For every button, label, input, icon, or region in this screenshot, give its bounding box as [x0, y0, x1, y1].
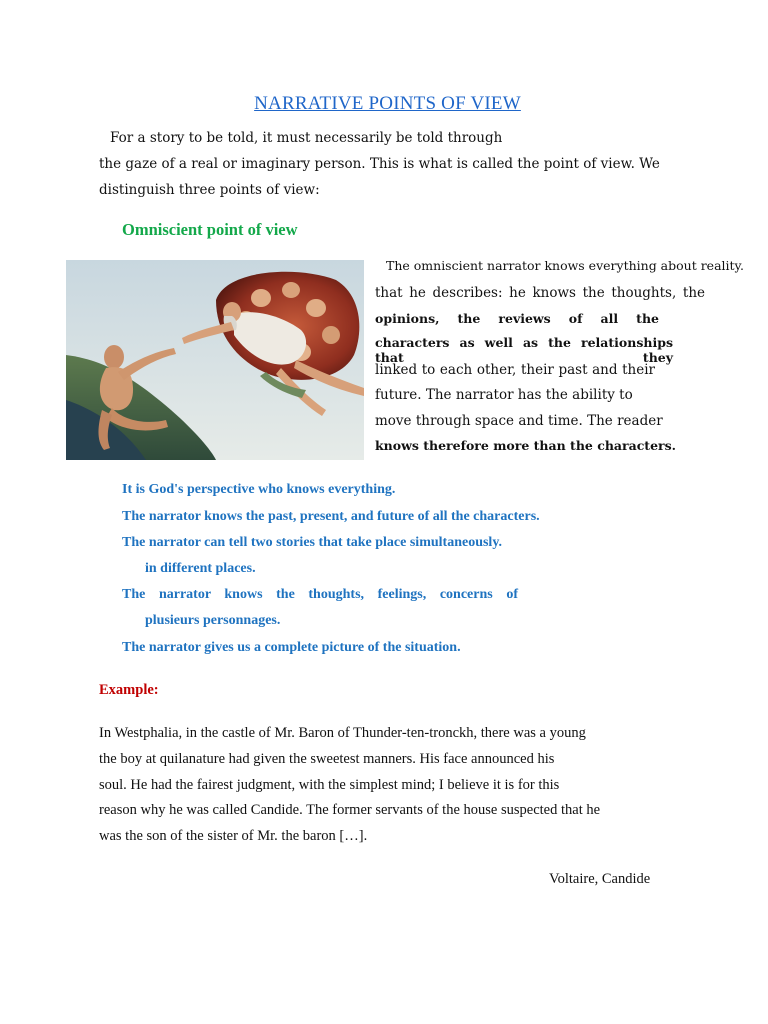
- intro-line-3: distinguish three points of view:: [99, 182, 320, 198]
- quote-line-5: was the son of the sister of Mr. the baron […].: [99, 828, 368, 844]
- bullet-text: The narrator knows the past, present, and future of all the characters.: [122, 509, 540, 524]
- description-line-3: opinions, the reviews of all the: [375, 311, 659, 326]
- quote-attribution: Voltaire, Candide: [549, 871, 651, 887]
- bullet-text: The narrator can tell two stories that take place simultaneously.: [122, 535, 503, 550]
- description-line-8: knows therefore more than the characters.: [375, 438, 677, 453]
- bullet-text: It is God's perspective who knows everything.: [122, 482, 396, 497]
- painting-svg: [66, 260, 364, 460]
- bullet-continuation: in different places.: [145, 561, 256, 576]
- quote-line-4: reason why he was called Candide. The former servants of the house suspected that he: [99, 802, 601, 818]
- quote-line-3: soul. He had the fairest judgment, with the simplest mind; I believe it is for this: [99, 777, 560, 793]
- bullet-text: The narrator knows the thoughts, feelings, concerns of: [122, 587, 518, 602]
- intro-line-2: the gaze of a real or imaginary person. This is what is called the point of view. We: [99, 156, 660, 172]
- example-label: Example:: [99, 682, 159, 698]
- description-line-2: that he describes: he knows the thoughts, the: [375, 285, 705, 301]
- description-line-1: The omniscient narrator knows everything about reality.: [386, 258, 744, 273]
- bullet-continuation: plusieurs personnages.: [145, 613, 281, 628]
- bullet-item: [122, 535, 502, 551]
- description-line-6: future. The narrator has the ability to: [375, 387, 633, 403]
- bullet-item: [122, 640, 461, 656]
- intro-line-1: For a story to be told, it must necessarily be told through: [110, 130, 503, 146]
- section-heading-text: Omniscient point of view: [122, 220, 298, 239]
- bullet-text: The narrator gives us a complete picture of the situation.: [122, 640, 461, 655]
- bullet-item: [122, 587, 518, 603]
- description-line-5: linked to each other, their past and their: [375, 362, 655, 378]
- description-line-4: characters as well as the relationships that they: [375, 335, 673, 365]
- bullet-item: [122, 482, 395, 498]
- description-line-7: move through space and time. The reader: [375, 413, 663, 429]
- creation-of-adam-painting: [66, 260, 364, 460]
- page-title: NARRATIVE POINTS OF VIEW: [254, 93, 521, 114]
- bullet-item: [122, 509, 540, 525]
- section-heading: [122, 220, 298, 240]
- quote-line-2: the boy at quilanature had given the sweetest manners. His face announced his: [99, 751, 555, 767]
- quote-line-1: In Westphalia, in the castle of Mr. Baron of Thunder-ten-tronckh, there was a young: [99, 725, 586, 741]
